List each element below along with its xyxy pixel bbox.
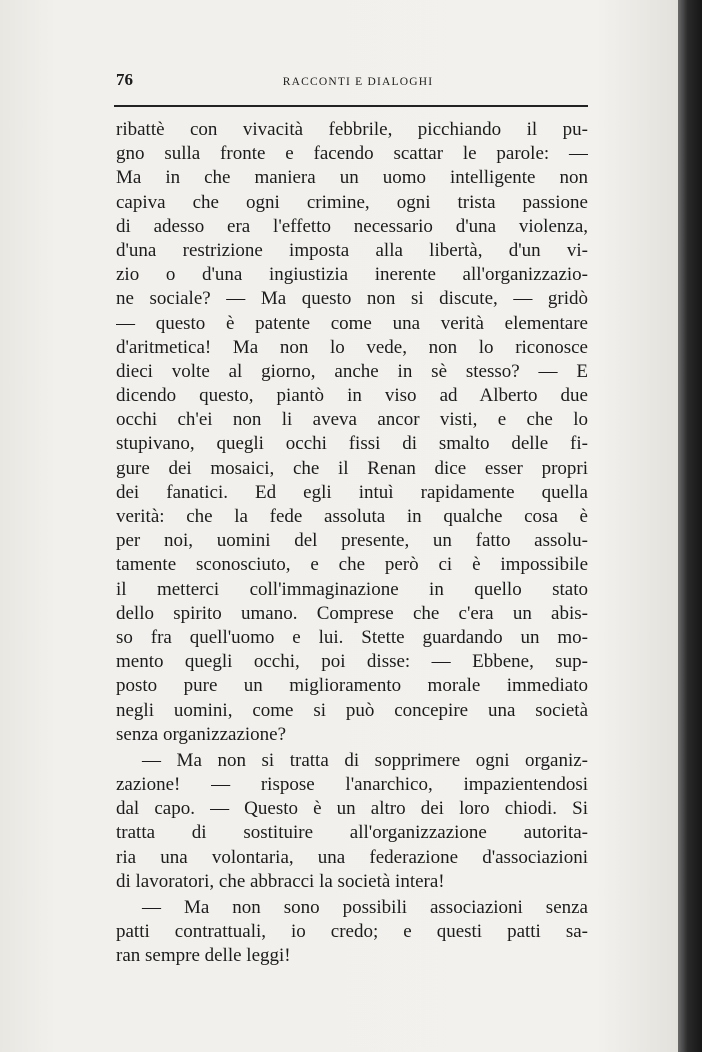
paragraph — [116, 749, 588, 894]
text-line: ria una volontaria, una federazione d'associazioni — [116, 846, 588, 868]
text-line: zazione! — rispose l'anarchico, impazientendosi — [116, 774, 588, 796]
text-line: di lavoratori, che abbracci la società intera! — [116, 870, 445, 892]
text-line: negli uomini, come si può concepire una società — [116, 699, 588, 721]
page-edge-shadow — [678, 0, 702, 1052]
text-line: d'una restrizione imposta alla libertà, d'un vi- — [116, 239, 588, 261]
text-line: tamente sconosciuto, e che però ci è impossibile — [116, 554, 588, 576]
text-line: Ma in che maniera un uomo intelligente non — [116, 167, 588, 189]
page-number: 76 — [116, 70, 133, 89]
text-line: di adesso era l'effetto necessario d'una violenza, — [116, 215, 588, 237]
text-line: il metterci coll'immaginazione in quello stato — [116, 578, 588, 600]
text-line: d'aritmetica! Ma non lo vede, non lo riconosce — [116, 336, 588, 358]
paragraph — [116, 118, 588, 747]
text-line: tratta di sostituire all'organizzazione autorita- — [116, 822, 588, 844]
text-line: dicendo questo, piantò in viso ad Alberto due — [116, 385, 588, 407]
text-line: — Ma non si tratta di sopprimere ogni organiz- — [142, 749, 588, 771]
text-line: — Ma non sono possibili associazioni senza — [142, 897, 588, 918]
header-rule — [114, 105, 588, 107]
paragraph — [116, 896, 588, 969]
text-line: dello spirito umano. Comprese che c'era un abis- — [116, 602, 588, 624]
text-line: dei fanatici. Ed egli intuì rapidamente quella — [116, 481, 588, 503]
body-text — [116, 118, 588, 969]
text-line: ne sociale? — Ma questo non si discute, — gridò — [116, 288, 588, 310]
text-line: mento quegli occhi, poi disse: — Ebbene, sup- — [116, 651, 588, 673]
text-line: — questo è patente come una verità elementare — [116, 312, 588, 334]
text-line: capiva che ogni crimine, ogni trista passione — [116, 191, 588, 213]
text-line: dieci volte al giorno, anche in sè stesso? — E — [116, 360, 588, 382]
text-line: ran sempre delle leggi! — [116, 945, 291, 967]
text-line: dal capo. — Questo è un altro dei loro chiodi. Si — [116, 798, 588, 820]
text-line: stupivano, quegli occhi fissi di smalto delle fi- — [116, 433, 588, 455]
text-line: gno sulla fronte e facendo scattar le parole: — — [116, 143, 588, 165]
text-line: senza organizzazione? — [116, 723, 287, 745]
text-line: occhi ch'ei non li aveva ancor visti, e che lo — [116, 409, 588, 431]
running-head: RACCONTI E DIALOGHI — [282, 76, 434, 88]
text-line: so fra quell'uomo e lui. Stette guardando un mo- — [116, 626, 588, 648]
text-line: posto pure un miglioramento morale immediato — [116, 675, 588, 697]
text-line: gure dei mosaici, che il Renan dice esser propri — [116, 457, 588, 479]
text-line: per noi, uomini del presente, un fatto assolu- — [116, 530, 588, 552]
text-line: patti contrattuali, io credo; e questi patti sa- — [116, 921, 588, 943]
text-line: zio o d'una ingiustizia inerente all'organizzazio- — [116, 264, 588, 286]
page-header — [116, 70, 588, 98]
text-line: verità: che la fede assoluta in qualche cosa è — [116, 506, 588, 527]
text-line: ribattè con vivacità febbrile, picchiando il pu- — [116, 119, 588, 140]
